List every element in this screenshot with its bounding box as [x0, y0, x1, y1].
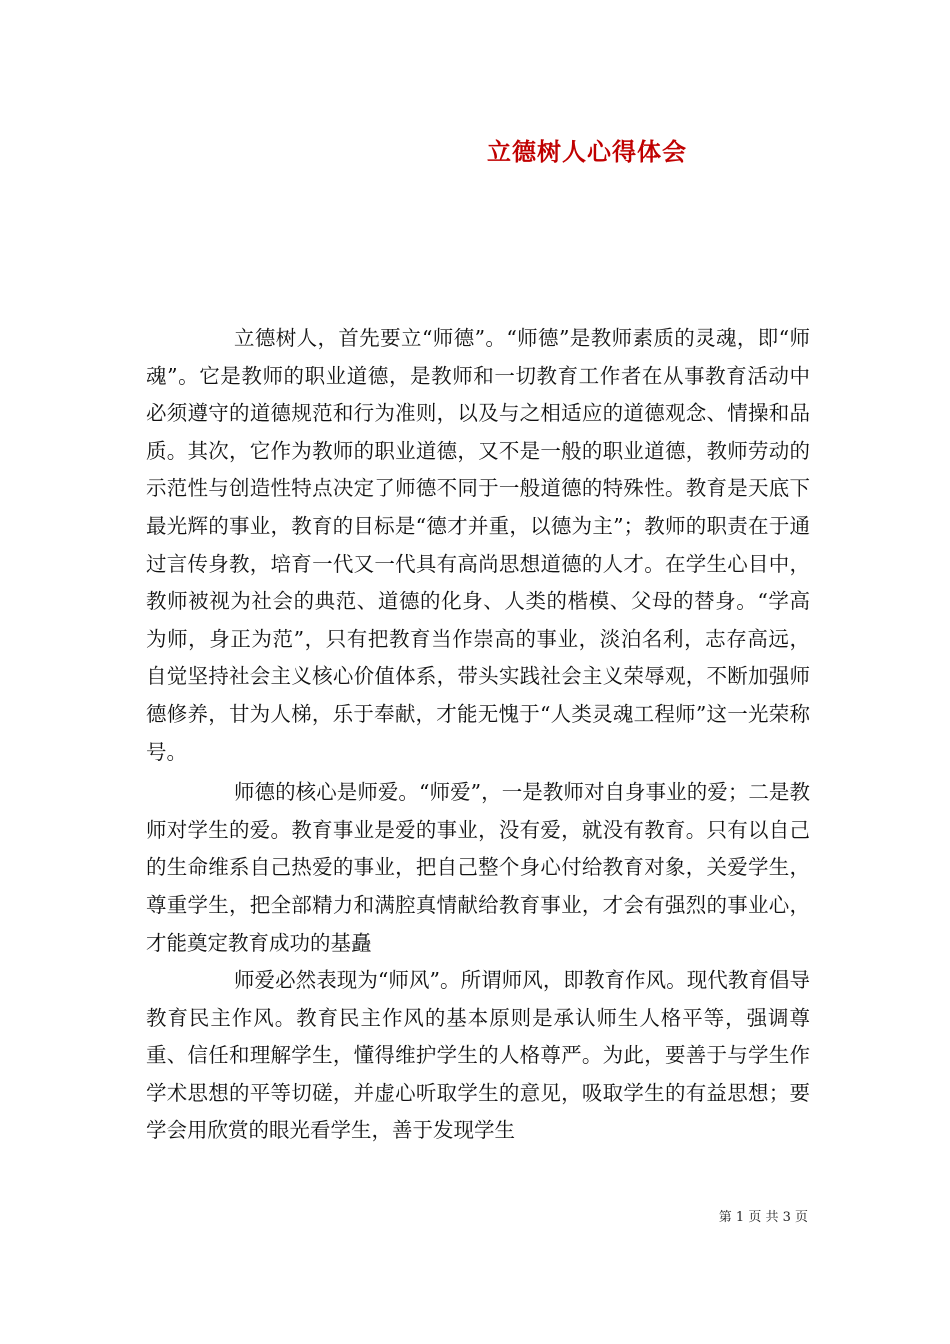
- document-title: 立德树人心得体会: [487, 137, 687, 166]
- paragraph-2: 师德的核心是师爱。“师爱”，一是教师对自身事业的爱；二是教师对学生的爱。教育事业是爱的事业，没有爱，就没有教育。只有以自己的生命维系自己热爱的事业，把自己整个身心付给教育对象，关爱学生，尊重学生，把全部精力和满腔真情献给教育事业，才会有强烈的事业心，才能奠定教育成功的基矗: [146, 780, 810, 955]
- page-number-footer: 第 1 页 共 3 页: [718, 1210, 808, 1225]
- paragraph-1: 立德树人，首先要立“师德”。“师德”是教师素质的灵魂，即“师魂”。它是教师的职业道德，是教师和一切教育工作者在从事教育活动中必须遵守的道德规范和行为准则，以及与之相适应的道德观念、情操和品质。其次，它作为教师的职业道德，又不是一般的职业道德，教师劳动的示范性与创造性特点决定了师德不同于一般道德的特殊性。教育是天底下最光辉的事业，教育的目标是“德才并重，以德为主”；教师的职责在于通过言传身教，培育一代又一代具有高尚思想道德的人才。在学生心目中，教师被视为社会的典范、道德的化身、人类的楷模、父母的替身。“学高为师，身正为范”，只有把教育当作崇高的事业，淡泊名利，志存高远，自觉坚持社会主义核心价值体系，带头实践社会主义荣辱观，不断加强师德修养，甘为人梯，乐于奉献，才能无愧于“人类灵魂工程师”这一光荣称号。: [146, 326, 810, 764]
- paragraph-3: 师爱必然表现为“师风”。所谓师风，即教育作风。现代教育倡导教育民主作风。教育民主作风的基本原则是承认师生人格平等，强调尊重、信任和理解学生，懂得维护学生的人格尊严。为此，要善于与学生作学术思想的平等切磋，并虚心听取学生的意见，吸取学生的有益思想；要学会用欣赏的眼光看学生，善于发现学生: [146, 968, 810, 1143]
- document-body: [146, 320, 810, 1150]
